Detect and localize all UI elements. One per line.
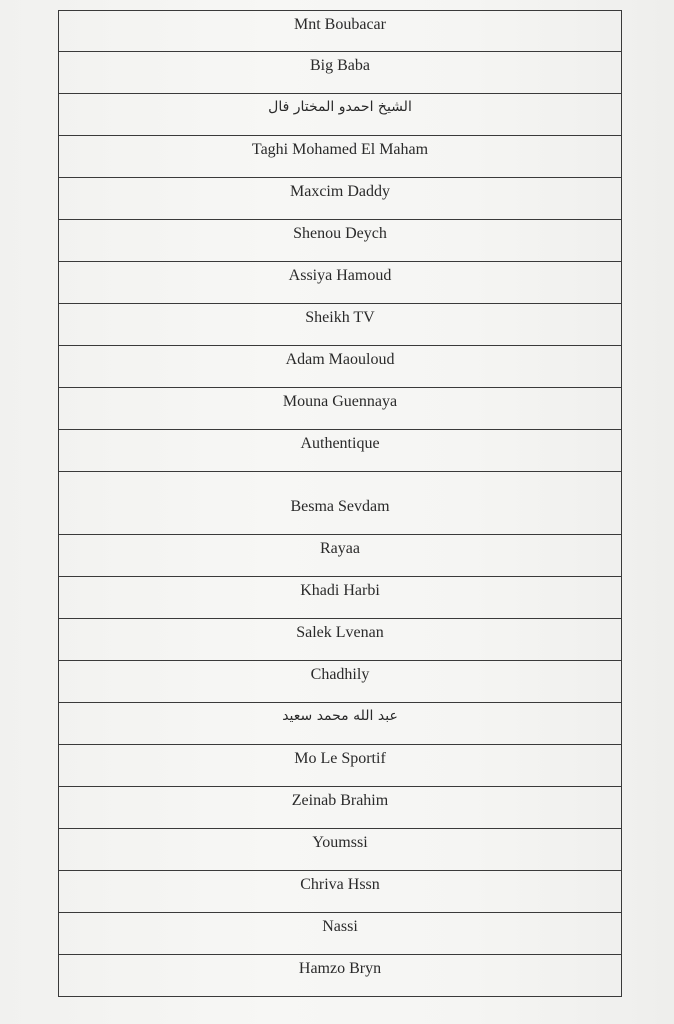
name-text: Zeinab Brahim <box>291 792 389 809</box>
name-text: Assiya Hamoud <box>288 267 392 284</box>
name-cell <box>59 178 622 220</box>
name-text: Taghi Mohamed El Maham <box>251 141 429 158</box>
name-cell <box>59 52 622 94</box>
table-row <box>59 577 622 619</box>
table-row <box>59 745 622 787</box>
name-text: Nassi <box>322 918 358 935</box>
table-row <box>59 871 622 913</box>
table-row <box>59 703 622 745</box>
table-row <box>59 430 622 472</box>
name-text: Mouna Guennaya <box>282 393 398 410</box>
table-row <box>59 304 622 346</box>
table-row <box>59 829 622 871</box>
name-text: Chadhily <box>310 666 370 683</box>
name-text: Youmssi <box>312 834 368 851</box>
name-cell <box>59 136 622 178</box>
table-row <box>59 11 622 52</box>
name-cell <box>59 829 622 871</box>
table-row <box>59 52 622 94</box>
table-row <box>59 535 622 577</box>
table-row <box>59 178 622 220</box>
name-text: Mo Le Sportif <box>294 750 386 767</box>
name-cell <box>59 94 622 136</box>
table-row <box>59 619 622 661</box>
name-text: Besma Sevdam <box>290 498 390 515</box>
name-text: Salek Lvenan <box>296 624 384 641</box>
table-row <box>59 787 622 829</box>
name-cell <box>59 619 622 661</box>
name-cell <box>59 871 622 913</box>
name-cell <box>59 430 622 472</box>
name-cell <box>59 661 622 703</box>
name-text: Maxcim Daddy <box>290 183 390 200</box>
table-row <box>59 94 622 136</box>
name-cell <box>59 535 622 577</box>
table-row <box>59 220 622 262</box>
name-text: Chriva Hssn <box>300 876 380 893</box>
name-cell <box>59 346 622 388</box>
name-text: Authentique <box>300 435 380 452</box>
name-text: Sheikh TV <box>305 309 375 326</box>
name-text: Big Baba <box>310 57 370 74</box>
name-text: Khadi Harbi <box>300 582 380 599</box>
name-cell <box>59 787 622 829</box>
name-cell <box>59 304 622 346</box>
name-text: Rayaa <box>320 540 360 557</box>
table-row <box>59 262 622 304</box>
name-text: عبد الله محمد سعيد <box>282 708 398 724</box>
names-table <box>58 10 622 997</box>
table-row <box>59 136 622 178</box>
name-cell <box>59 745 622 787</box>
table-row <box>59 388 622 430</box>
name-cell <box>59 262 622 304</box>
table-row <box>59 955 622 997</box>
name-text: Adam Maouloud <box>285 351 395 368</box>
name-text: Shenou Deych <box>293 225 387 242</box>
name-cell <box>59 472 622 535</box>
name-text: الشيخ احمدو المختار فال <box>268 99 412 115</box>
name-text: Hamzo Bryn <box>298 960 382 977</box>
name-cell <box>59 577 622 619</box>
table-row <box>59 661 622 703</box>
name-cell <box>59 11 622 52</box>
name-cell <box>59 703 622 745</box>
name-cell <box>59 955 622 997</box>
name-cell <box>59 913 622 955</box>
name-cell <box>59 388 622 430</box>
name-cell <box>59 220 622 262</box>
name-text: Mnt Boubacar <box>294 16 386 33</box>
table-row <box>59 346 622 388</box>
table-row <box>59 472 622 535</box>
table-row <box>59 913 622 955</box>
